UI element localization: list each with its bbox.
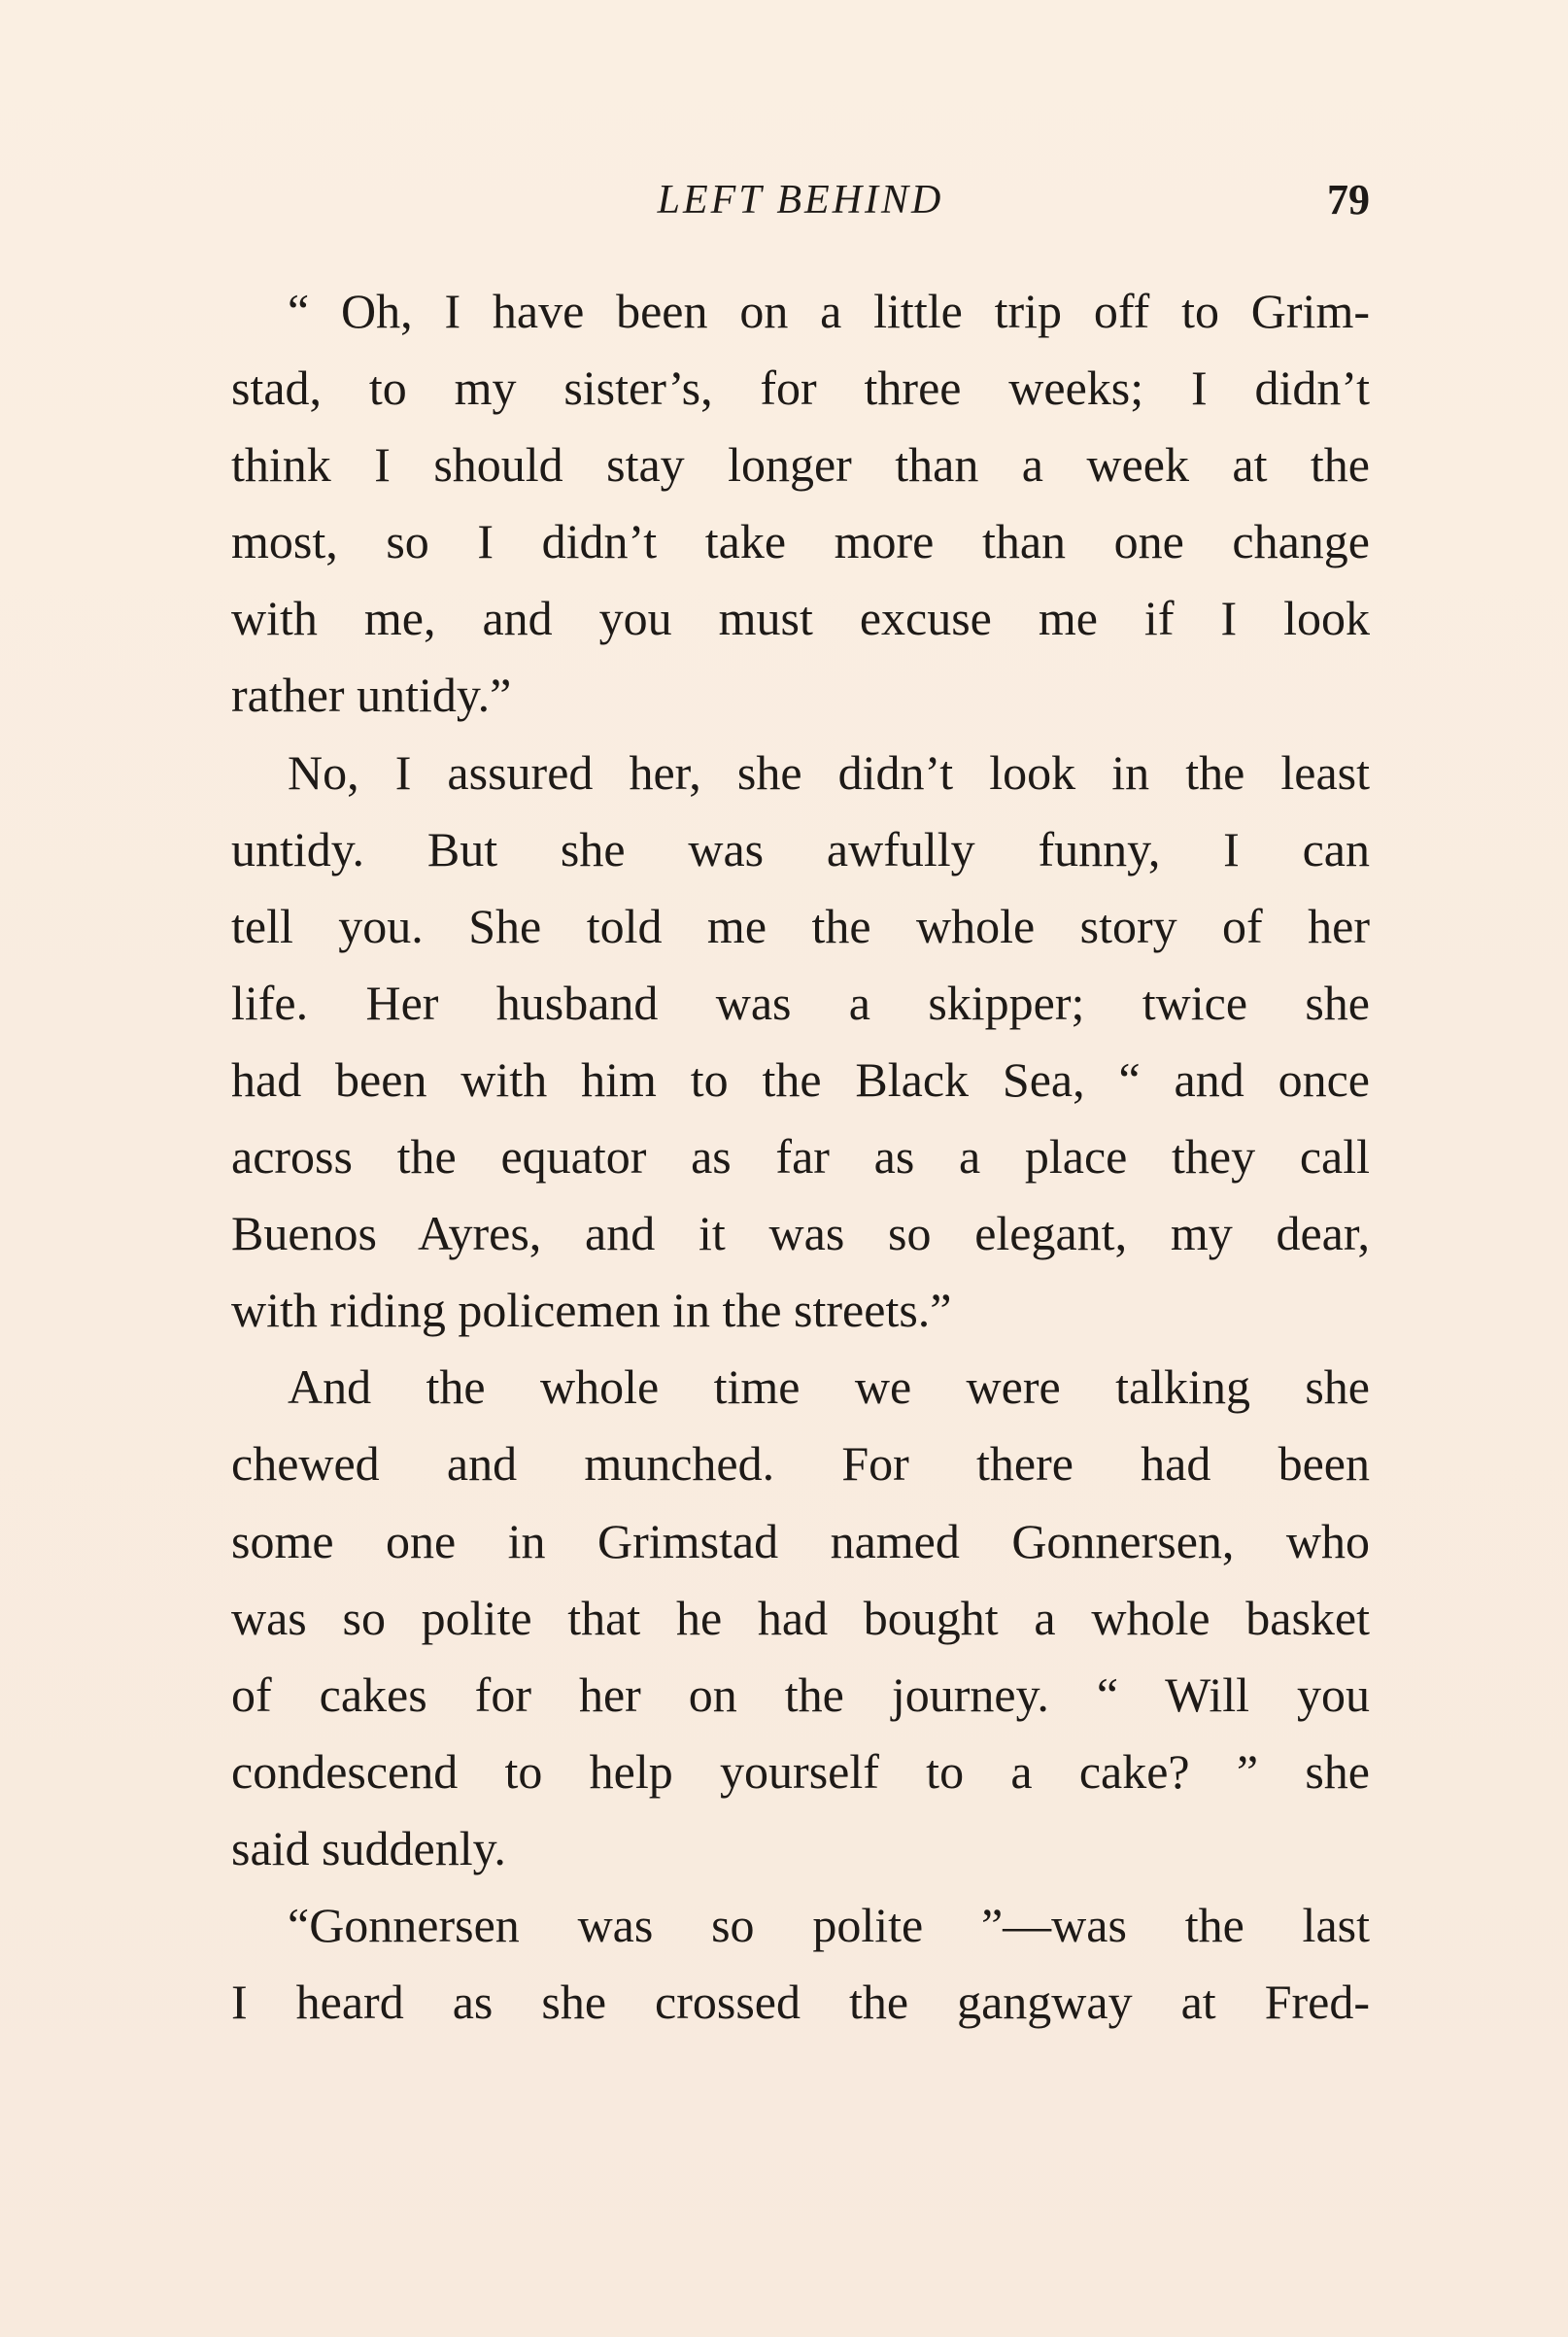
text-line: chewed and munched. For there had been [231,1436,1370,1492]
body-text [231,273,1370,2041]
text-line: most, so I didn’t take more than one change [231,514,1370,569]
text-line: untidy. But she was awfully funny, I can [231,821,1370,876]
text-line: No, I assured her, she didn’t look in the least [288,744,1370,800]
text-line: with me, and you must excuse me if I look [231,591,1370,646]
running-title: LEFT BEHIND [657,178,944,223]
running-head [231,171,1370,229]
text-line: across the equator as far as a place they call [231,1129,1370,1185]
text-line: And the whole time we were talking she [288,1359,1370,1415]
text-line: think I should stay longer than a week at the [231,437,1370,493]
text-line: stad, to my sister’s, for three weeks; I didn’t [231,361,1370,416]
text-line: had been with him to the Black Sea, “ and once [231,1051,1370,1107]
text-line: was so polite that he had bought a whole basket [231,1590,1370,1645]
text-line: “ Oh, I have been on a little trip off to Grim- [288,284,1370,338]
text-line: “Gonnersen was so polite ”—was the last [288,1897,1370,1952]
text-line: tell you. She told me the whole story of her [231,898,1370,953]
text-line: with riding policemen in the streets.” [231,1283,952,1338]
text-line: said suddenly. [231,1820,506,1875]
text-line: some one in Grimstad named Gonnersen, who [231,1513,1370,1568]
text-line: life. Her husband was a skipper; twice she [231,975,1370,1030]
text-line: Buenos Ayres, and it was so elegant, my dear, [231,1206,1370,1261]
text-line: I heard as she crossed the gangway at Fred- [231,1975,1370,2030]
text-line: rather untidy.” [231,668,512,723]
text-line: condescend to help yourself to a cake? ” she [231,1743,1370,1799]
text-line: of cakes for her on the journey. “ Will you [231,1667,1370,1722]
page-number: 79 [1327,176,1370,223]
